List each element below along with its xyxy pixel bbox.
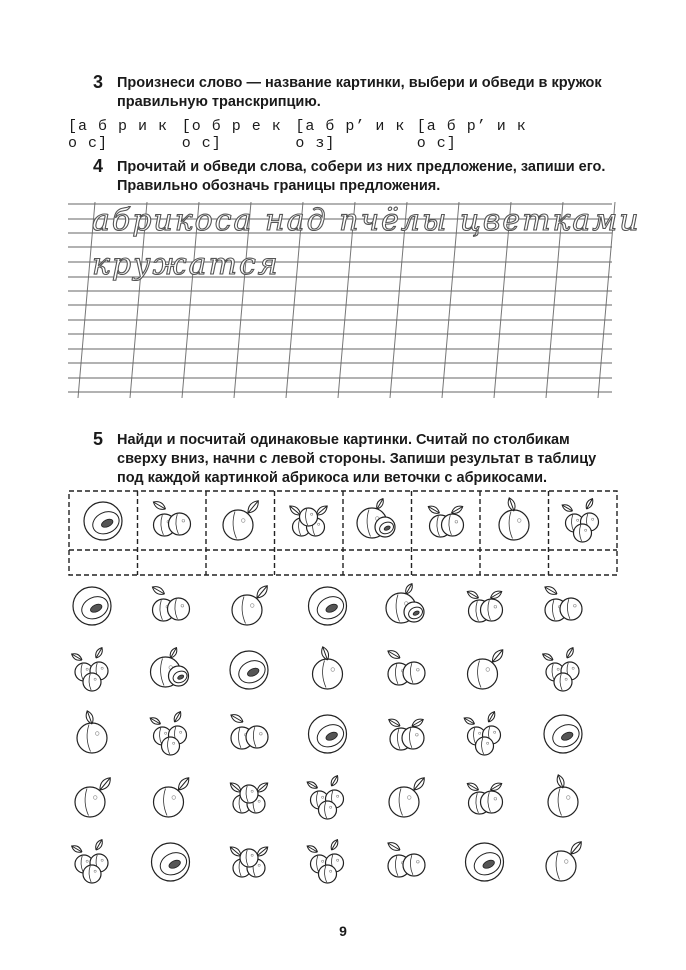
halved-apricot-icon bbox=[309, 587, 348, 625]
leaf-apricot-icon bbox=[468, 647, 506, 689]
twig-two-apricots-icon bbox=[229, 712, 268, 749]
halved-apricot-icon bbox=[84, 502, 123, 540]
leaf-halved-apricot-icon bbox=[386, 582, 424, 623]
answer-table bbox=[68, 490, 620, 578]
twig-three-apricots-icon bbox=[306, 774, 344, 819]
task4-number: 4 bbox=[93, 156, 104, 176]
answer-cell[interactable] bbox=[208, 552, 272, 573]
leaf-apricot-icon bbox=[154, 775, 192, 817]
answer-cell[interactable] bbox=[551, 552, 615, 573]
apricot-pair-leaves-icon bbox=[427, 504, 464, 537]
twig-three-apricots-icon bbox=[541, 646, 579, 691]
twig-two-apricots-icon bbox=[386, 648, 425, 685]
apricot-pair-leaves-icon bbox=[466, 589, 503, 622]
task3-line2: правильную транскрипцию. bbox=[117, 94, 321, 110]
leaf-apricot-icon bbox=[75, 775, 113, 817]
transcription-option-1[interactable]: [а б р и к о с] bbox=[68, 118, 169, 152]
halved-apricot-icon bbox=[230, 651, 269, 689]
answer-cell[interactable] bbox=[414, 552, 478, 573]
leaf-halved-apricot-icon bbox=[151, 646, 189, 687]
task4-line1: Прочитай и обведи слова, собери из них предложение, запиши его. bbox=[117, 159, 606, 175]
single-leaf-apricot-icon bbox=[499, 497, 529, 540]
single-leaf-apricot-icon bbox=[77, 710, 107, 753]
twig-three-apricots-icon bbox=[561, 497, 599, 542]
transcription-option-2[interactable]: [о б р е к о с] bbox=[181, 118, 282, 152]
leaf-apricot-icon bbox=[232, 583, 270, 625]
twig-three-apricots-icon bbox=[306, 838, 344, 883]
transcription-option-4[interactable]: [а б р’ и к о с] bbox=[416, 118, 527, 152]
twig-two-apricots-icon bbox=[386, 840, 425, 877]
task4-line2: Правильно обозначь границы предложения. bbox=[117, 178, 441, 194]
apricot-pair-leaves-icon bbox=[466, 781, 503, 814]
halved-apricot-icon bbox=[73, 587, 112, 625]
answer-cell[interactable] bbox=[482, 552, 546, 573]
cluster-apricots-icon bbox=[228, 781, 269, 813]
leaf-halved-apricot-icon bbox=[357, 497, 395, 538]
task3-line1: Произнеси слово — название картинки, выбери и обведи в кружок bbox=[117, 75, 602, 91]
task5-line3: под каждой картинкой абрикоса или веточки с абрикосами. bbox=[117, 470, 548, 486]
leaf-apricot-icon bbox=[223, 498, 261, 540]
task5-line1: Найди и посчитай одинаковые картинки. Считай по столбикам bbox=[117, 432, 570, 448]
transcription-option-3[interactable]: [а б р’ и к о з] bbox=[295, 118, 406, 152]
halved-apricot-icon bbox=[544, 715, 583, 753]
answer-cell[interactable] bbox=[277, 552, 341, 573]
cluster-apricots-icon bbox=[228, 845, 269, 877]
twig-two-apricots-icon bbox=[151, 584, 190, 621]
cluster-apricots-icon bbox=[288, 504, 329, 536]
answer-cell[interactable] bbox=[345, 552, 409, 573]
task5-line2: сверху вниз, начни с левой стороны. Запиши результат в таблицу bbox=[117, 451, 597, 467]
answer-cell[interactable] bbox=[140, 552, 204, 573]
page-number: 9 bbox=[339, 923, 347, 939]
halved-apricot-icon bbox=[152, 843, 191, 881]
task3-number: 3 bbox=[93, 72, 104, 92]
twig-three-apricots-icon bbox=[149, 710, 187, 755]
leaf-apricot-icon bbox=[389, 775, 427, 817]
apricot-pair-leaves-icon bbox=[387, 717, 424, 750]
twig-two-apricots-icon bbox=[543, 584, 582, 621]
twig-three-apricots-icon bbox=[70, 838, 108, 883]
answer-cell[interactable] bbox=[71, 552, 135, 573]
trace-text-line1: абрикоса над пчёлы цветками bbox=[92, 203, 641, 238]
fruit-grid bbox=[70, 578, 610, 898]
trace-text-line2: кружатся bbox=[92, 247, 280, 282]
halved-apricot-icon bbox=[466, 843, 505, 881]
task5-number: 5 bbox=[93, 429, 104, 449]
twig-three-apricots-icon bbox=[463, 710, 501, 755]
twig-two-apricots-icon bbox=[152, 499, 191, 536]
single-leaf-apricot-icon bbox=[313, 646, 343, 689]
leaf-apricot-icon bbox=[546, 839, 584, 881]
task5-instruction bbox=[117, 431, 596, 488]
twig-three-apricots-icon bbox=[70, 646, 108, 691]
single-leaf-apricot-icon bbox=[548, 774, 578, 817]
halved-apricot-icon bbox=[309, 715, 348, 753]
